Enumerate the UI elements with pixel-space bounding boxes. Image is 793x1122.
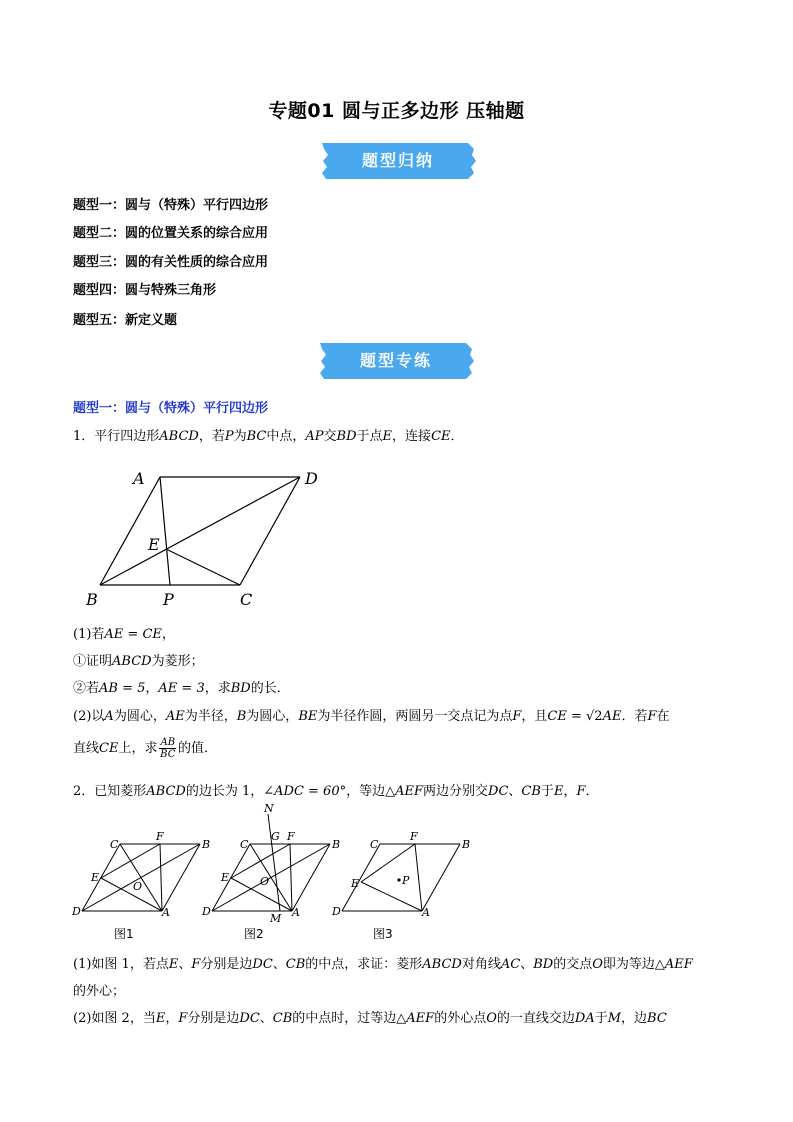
figure-2	[212, 814, 330, 911]
question-2-stem: 2．已知菱形ABCD的边长为 1，∠ADC = 60°，等边△AEF两边分别交DC、CB于E，F．	[73, 784, 599, 799]
point-label: C	[240, 838, 249, 851]
banner-label: 题型归纳	[361, 151, 434, 170]
point-label: F	[410, 830, 418, 843]
point-label: A	[162, 906, 170, 919]
point-label: C	[240, 590, 253, 609]
question-1-stem: 1．平行四边形ABCD，若P为BC中点，AP交BD于点E，连接CE．	[73, 429, 464, 444]
point-label: P	[402, 874, 410, 887]
figure-caption: 图1	[114, 927, 134, 941]
point-label: F	[156, 830, 164, 843]
section-heading: 题型一：圆与（特殊）平行四边形	[73, 401, 269, 416]
point-label: N	[264, 802, 274, 815]
section-banner-practice	[316, 341, 476, 381]
banner-label: 题型专练	[359, 351, 432, 370]
section-banner-types	[318, 141, 478, 181]
question-2-figures	[70, 800, 490, 945]
figure-caption: 图2	[244, 927, 264, 941]
category-item: 题型五：新定义题	[73, 313, 178, 328]
point-p-dot	[397, 878, 400, 881]
point-label: G	[271, 830, 280, 843]
question-2-part-1-line-2: 的外心；	[73, 984, 126, 999]
page-title: 专题01 圆与正多边形 压轴题	[268, 100, 525, 122]
point-label: F	[287, 830, 295, 843]
point-label: D	[332, 905, 341, 918]
category-item: 题型一：圆与（特殊）平行四边形	[73, 198, 269, 213]
question-1-part-2: (2)以A为圆心，AE为半径，B为圆心，BE为半径作圆，两圆另一交点记为点F，且CE = √2AE．若F在	[73, 709, 670, 724]
category-item: 题型四：圆与特殊三角形	[73, 283, 217, 298]
point-label: A	[133, 469, 145, 488]
point-label: C	[110, 838, 119, 851]
point-label: M	[270, 912, 282, 925]
question-1-figure	[80, 465, 330, 615]
point-label: E	[148, 535, 160, 554]
point-label: E	[91, 871, 100, 884]
figure-1	[82, 844, 200, 911]
point-label: D	[202, 905, 211, 918]
point-label: D	[72, 905, 81, 918]
point-label: O	[260, 875, 270, 888]
question-1-sub-1: ①证明ABCD为菱形；	[73, 654, 204, 669]
point-label: D	[305, 469, 318, 488]
point-label: B	[86, 590, 98, 609]
category-item: 题型三：圆的有关性质的综合应用	[73, 255, 269, 270]
question-2-part-1: (1)如图 1，若点E、F分别是边DC、CB的中点，求证：菱形ABCD对角线AC、BD的交点O即为等边△AEF	[73, 957, 693, 972]
point-label: B	[202, 838, 211, 851]
point-label: A	[292, 906, 300, 919]
question-2-part-2: (2)如图 2，当E，F分别是边DC、CB的中点时，过等边△AEF的外心点O的一直线交边DA于M，边BC	[73, 1011, 667, 1026]
question-1-part-2-line-2: 直线CE上，求 $\frac{AB}{BC}$ 的值．	[73, 737, 218, 760]
point-label: E	[351, 877, 360, 890]
fraction: $\frac{AB}{BC}$	[160, 737, 176, 760]
category-item: 题型二：圆的位置关系的综合应用	[73, 226, 269, 241]
point-label: E	[221, 871, 230, 884]
question-1-sub-2: ②若AB = 5，AE = 3，求BD的长．	[73, 681, 290, 696]
figure-caption: 图3	[373, 927, 393, 941]
point-label: P	[163, 590, 174, 609]
question-1-part-1: (1)若AE = CE，	[73, 627, 175, 642]
figure-3	[342, 844, 460, 911]
point-label: B	[332, 838, 341, 851]
point-label: O	[133, 880, 143, 893]
point-label: B	[462, 838, 471, 851]
point-label: C	[370, 838, 379, 851]
point-label: A	[422, 906, 430, 919]
